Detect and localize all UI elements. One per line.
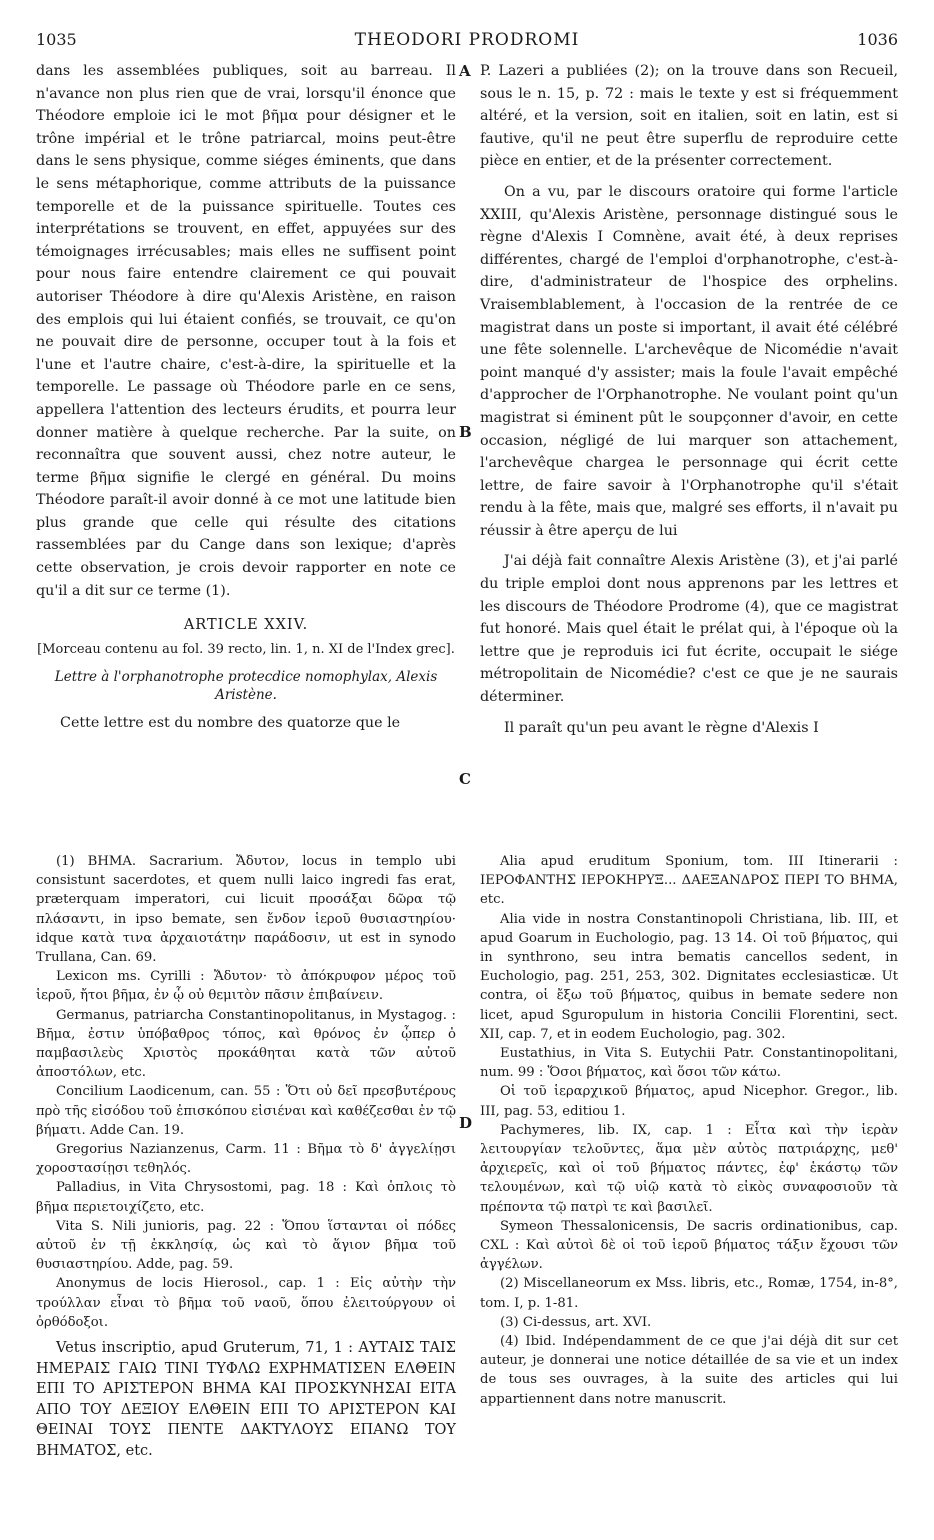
footnote: Lexicon ms. Cyrilli : Ἄδυτον· τὸ ἀπόκρυφον μέρος τοῦ ἱεροῦ, ἤτοι βῆμα, ἐν ᾧ οὐ θεμιτὸν πᾶσιν ἐπιβαίνειν. bbox=[36, 969, 456, 1004]
body-paragraph: dans les assemblées publiques, soit au barreau. Il n'avance non plus rien que de vrai, lorsqu'il énonce que Théodore emploie ici le mot βῆμα pour désigner et le trône impérial et le trône patriarcal, moins peut-être dans le sens physique, comme siéges éminents, que dans le sens métaphorique, comme attributs de la puissance temporelle et de la puissance spirituelle. Toutes ces interprétations se trouvent, en effet, appuyées sur des témoignages irrécusables; mais elles ne suffisent point pour nous faire entendre clairement ce qui pouvait autoriser Théodore à dire qu'Alexis Aristène, en raison des emplois qui lui étaient confiés, se trouvait, ce qu'on ne pouvait dire de personne, occuper tout à la fois et l'une et l'autre chaire, c'est-à-dire, la spirituelle et la temporelle. Le passage où Théodore parle en ce sens, appellera l'attention des lecteurs érudits, et pourra leur donner matière à quelque recherche. Par la suite, on reconnaîtra que souvent aussi, chez notre auteur, le terme βῆμα signifie le clergé en général. Du moins Théodore paraît-il avoir donné à ce mot une latitude bien plus grande que celle qui résulte des citations rassemblées par du Cange dans son lexique; d'après cette observation, je crois devoir rapporter en note ce qu'il a dit sur ce terme (1). bbox=[36, 63, 456, 599]
footnote: Symeon Thessalonicensis, De sacris ordinationibus, cap. CXL : Καὶ αὐτοὶ δὲ οἱ τοῦ ἱεροῦ βήματος τάξιν ἔχουσι τῶν ἀγγέλων. bbox=[480, 1218, 898, 1273]
margin-letter-c: C bbox=[459, 770, 471, 788]
footnote: Οἱ τοῦ ἱεραρχικοῦ βήματος, apud Nicephor. Gregor., lib. III, pag. 53, editiou 1. bbox=[480, 1084, 898, 1119]
article-heading: ARTICLE XXIV. bbox=[183, 617, 309, 634]
body-paragraph: J'ai déjà fait connaître Alexis Aristène (3), et j'ai parlé du triple emploi dont nous apprenons par les lettres et les discours de Théodore Prodrome (4), que ce magistrat fut honoré. Mais quel était le prélat qui, à l'époque où la lettre que je reproduis ici fut écrite, occupait le siége métropolitain de Nicomédie? c'est ce que je ne saurais déterminer. bbox=[480, 553, 898, 706]
footnote: Vita S. Nili junioris, pag. 22 : Ὅπου ἵστανται οἱ πόδες αὐτοῦ ἐν τῇ ἐκκλησίᾳ, ὡς καὶ τὸ ἅγιον βῆμα τοῦ θυσιαστηρίου. Adde, pag. 59. bbox=[36, 1218, 456, 1273]
manuscript-reference: [Morceau contenu au fol. 39 recto, lin. 1, n. XI de l'Index grec]. bbox=[37, 641, 455, 657]
footnote: Alia apud eruditum Sponium, tom. III Itinerarii : ΙΕΡΟΦΑΝΤΗΣ ΙΕΡΟΚΗΡΥΞ... ΔΑΕΞΑΝΔΡΟΣ ΠΕΡΙ ΤΟ ΒΗΜΑ, etc. bbox=[480, 854, 898, 908]
footnote: (1) ΒΗΜΑ. Sacrarium. Ἄδυτον, locus in templo ubi consistunt sacerdotes, et quem nulli laico ingredi fas erat, præterquam imperatori, cui licuit προσάξαι δῶρα τῷ πλάσαντι, in ipso bemate, sen ἔνδον ἱεροῦ θυσιαστηρίου· idque κατὰ τινα ἀρχαιοτάτην παράδοσιν, ut est in synodo Trullana, Can. 69. bbox=[36, 854, 456, 966]
body-paragraph: Il paraît qu'un peu avant le règne d'Alexis I bbox=[504, 719, 819, 736]
footnote: Germanus, patriarcha Constantinopolitanus, in Mystagog. : Βῆμα, ἐστιν ὑπόβαθρος τόπος, καὶ θρόνος ἐν ᾧπερ ὁ παμβασιλεὺς Χριστὸς προκάθηται κατὰ τῶν αὐτοῦ ἀποστόλων, etc. bbox=[36, 1007, 456, 1081]
body-paragraph: On a vu, par le discours oratoire qui forme l'article XXIII, qu'Alexis Aristène, personnage distingué sous le règne d'Alexis I Comnène, avait été, à deux reprises différentes, chargé de l'emploi d'orphanotrophe, c'est-à-dire, d'administrateur de l'hospice des orphelins. Vraisemblablement, à l'occasion de la rentrée de ce magistrat dans un poste si important, il avait été célébré une fête solennelle. L'archevêque de Nicomédie n'avait point manqué d'y assister; mais la foule l'avait empêché d'approcher de l'Orphanotrophe. Ne voulant point qu'un magistrat si éminent pût le soupçonner d'avoir, en cette occasion, négligé de lui marquer son attachement, l'archevêque chargea le personnage qui écrit cette lettre, de faire savoir à l'Orphanotrophe qu'il s'était rendu à la fête, mais que, malgré ses efforts, il n'avait pu réussir à être aperçu de lui bbox=[480, 183, 898, 539]
footnote: (3) Ci-dessus, art. XVI. bbox=[500, 1314, 652, 1330]
footnote: Palladius, in Vita Chrysostomi, pag. 18 : Καὶ ὁπλοις τὸ βῆμα περιετοιχίζετο, etc. bbox=[36, 1180, 456, 1215]
footnote: Gregorius Nazianzenus, Carm. 11 : Βῆμα τὸ δ' ἀγγελίῃσι χοροστασίῃσι τεθηλός. bbox=[36, 1142, 456, 1177]
footnote: Concilium Laodicenum, can. 55 : Ὅτι οὐ δεῖ πρεσβυτέρους πρὸ τῆς εἰσόδου τοῦ ἐπισκόπου εἰσιέναι καὶ καθέζεσθαι ἐν τῷ βήματι. Adde Can. 19. bbox=[36, 1084, 456, 1138]
footnote: Pachymeres, lib. IX, cap. 1 : Εἶτα καὶ τὴν ἱερὰν λειτουργίαν τελοῦντες, ἅμα μὲν αὐτὸς πατριάρχης, μεθ' ἀρχιερεῖς, καὶ οἱ τοῦ βήματος πάντες, ἐφ' ἑκάστῳ τῶν τελουμένων, καὶ τῷ υἱῷ κατὰ τὸ εἰκὸς συναφοσιοῦν τὰ πρέποντα τῷ πατρὶ τε καὶ βασιλεῖ. bbox=[480, 1122, 898, 1215]
footnotes-right bbox=[480, 852, 898, 1409]
footnote: Alia vide in nostra Constantinopoli Christiana, lib. III, et apud Goarum in Euchologio, pag. 13 14. Οἱ τοῦ βήματος, qui in synthrono, seu intra bematis cancellos sedent, in Euchologio, pag. 251, 253, 302. Dignitates ecclesiasticæ. Ut contra, οἱ ἔξω τοῦ βήματος, quibus in bemate sedere non licet, apud Sguropulum in historia Concilii Florentini, sect. XII, cap. 7, et in eodem Euchologio, pag. 302. bbox=[480, 911, 898, 1042]
margin-letter-d: D bbox=[459, 1114, 473, 1132]
right-column bbox=[480, 60, 898, 739]
letter-title: Lettre à l'orphanotrophe protecdice nomophylax, Alexis Aristène. bbox=[54, 668, 438, 703]
running-title: THEODORI PRODROMI bbox=[354, 30, 580, 50]
footnote: (4) Ibid. Indépendamment de ce que j'ai déjà dit sur cet auteur, je donnerai une notice détaillée de sa vie et un index de tous ses ouvrages, à la suite des articles qui lui appartiennent dans notre manuscrit. bbox=[480, 1334, 898, 1407]
body-paragraph: Cette lettre est du nombre des quatorze que le bbox=[60, 714, 401, 731]
footnote-inscription: Vetus inscriptio, apud Gruterum, 71, 1 : ΑΥΤΑΙΣ ΤΑΙΣ ΗΜΕΡΑΙΣ ΓΑΙΩ ΤΙΝΙ ΤΥΦΛΩ ΕΧΡΗΜΑΤΙΣΕΝ ΕΛΘΕΙΝ ΕΠΙ ΤΟ ΑΡΙΣΤΕΡΟΝ ΒΗΜΑ ΚΑΙ ΠΡΟΣΚΥΝΗΣΑΙ ΕΙΤΑ ΑΠΟ ΤΟΥ ΔΕΞΙΟΥ ΕΛΘΕΙΝ ΕΠΙ ΤΟ ΑΡΙΣΤΕΡΟΝ ΚΑΙ ΘΕΙΝΑΙ ΤΟΥΣ ΠΕΝΤΕ ΔΑΚΤΥΛΟΥΣ ΕΠΑΝΩ ΤΟΥ ΒΗΜΑΤΟΣ, etc. bbox=[36, 1340, 456, 1459]
footnote: Eustathius, in Vita S. Eutychii Patr. Constantinopolitani, num. 99 : Ὅσοι βήματος, καὶ ὅσοι τῶν κάτω. bbox=[480, 1046, 898, 1081]
left-column bbox=[36, 60, 456, 734]
footnote: (2) Miscellaneorum ex Mss. libris, etc., Romæ, 1754, in-8°, tom. I, p. 1-81. bbox=[480, 1276, 898, 1311]
footnotes-left bbox=[36, 852, 456, 1461]
page-number-right: 1036 bbox=[857, 30, 898, 49]
margin-letter-b: B bbox=[459, 423, 472, 441]
page-number-left: 1035 bbox=[36, 30, 77, 49]
page-header bbox=[36, 30, 898, 58]
margin-letter-a: A bbox=[459, 62, 471, 80]
footnote: Anonymus de locis Hierosol., cap. 1 : Εἰς αὐτὴν τὴν τρούλλαν εἶναι τὸ βῆμα τοῦ ναοῦ, ὅπου ἐλειτούργουν οἱ ὀρθόδοξοι. bbox=[36, 1276, 456, 1330]
body-paragraph: P. Lazeri a publiées (2); on la trouve dans son Recueil, sous le n. 15, p. 72 : mais le texte y est si fréquemment altéré, et la version, soit en italien, soit en latin, est si fautive, qu'il ne peut être superflu de reproduire cette pièce en entier, et de la présenter correctement. bbox=[480, 63, 898, 170]
